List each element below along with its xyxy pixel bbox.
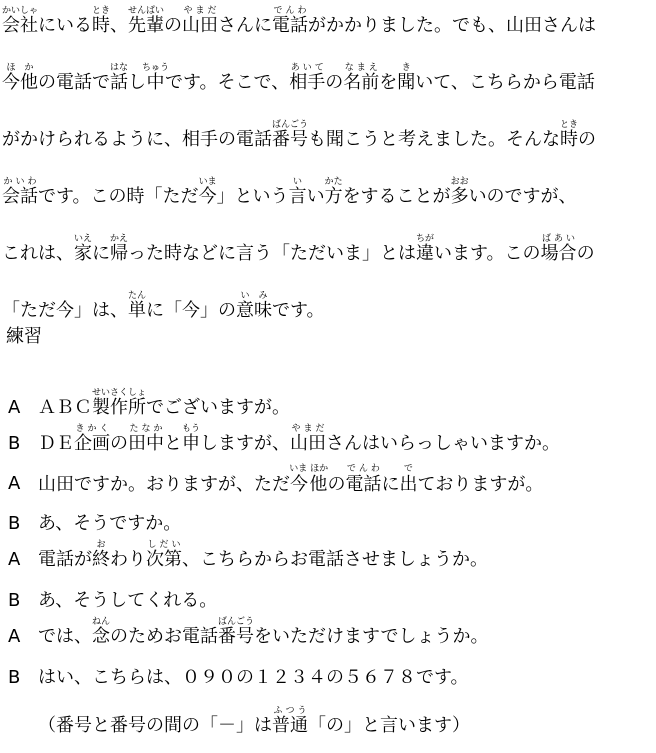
furigana-reading: ちゅう (142, 63, 170, 73)
text-run: はい、こちらは、０９０の１２３４の５６７８です。 (38, 667, 469, 688)
text-run: 、こちらからお電話させましょうか。 (182, 549, 488, 570)
text-run: では、 (38, 626, 92, 647)
text-run: でございますが。 (146, 397, 291, 418)
text-run: 」という (216, 186, 289, 207)
word-base: 電話 (345, 474, 382, 495)
text-run: いて、こちらから電話 (415, 72, 595, 93)
text-run: あ、そうしてくれる。 (38, 590, 218, 611)
word-base: 相手 (289, 72, 326, 93)
word-base: 帰 (110, 243, 128, 264)
text-run: いのですが、 (468, 186, 577, 207)
furigana-reading: ねん (92, 617, 111, 627)
furigana-word (290, 424, 326, 454)
utterance (38, 658, 469, 698)
furigana-word (92, 540, 110, 570)
text-run: を (379, 72, 398, 93)
text-run: います。この (434, 243, 541, 264)
text-run: の (325, 72, 344, 93)
furigana-word (92, 6, 111, 36)
text-run: 山田ですか。おりますが、ただ (38, 474, 290, 495)
text-run: し (128, 72, 146, 93)
word-base: 番号 (218, 626, 255, 647)
text-run: がかかりました。でも、山田さんは (308, 15, 597, 36)
furigana-word (182, 424, 201, 454)
text-run: に (381, 474, 400, 495)
furigana-word (560, 120, 579, 150)
word-base: 話 (110, 72, 128, 93)
word-base: 言 (288, 186, 307, 207)
dialogue-row (0, 540, 656, 580)
text-run: のためお電話 (110, 626, 218, 647)
furigana-reading: しだい (146, 540, 182, 550)
dialogue-row (0, 388, 656, 428)
furigana-reading: いえ (74, 234, 93, 244)
text-run: の (164, 15, 183, 36)
word-base: 次第 (146, 549, 182, 570)
paragraph-line (2, 63, 595, 103)
dialogue-note (38, 706, 470, 744)
utterance (38, 464, 543, 505)
text-run: 「ただ今」は、 (2, 300, 128, 321)
furigana-reading: とき (560, 120, 579, 130)
furigana-word (540, 234, 577, 264)
furigana-reading: たなか (128, 424, 164, 434)
text-run: です。この時「ただ (38, 186, 199, 207)
furigana-reading: せいさくしょ (92, 388, 147, 398)
furigana-reading: でんわ (345, 464, 382, 474)
dialogue-row (0, 464, 656, 504)
text-run: これは、 (2, 243, 74, 264)
furigana-word (198, 177, 217, 207)
furigana-reading: き (397, 63, 416, 73)
furigana-word (110, 234, 129, 264)
text-run: さんはいらっしゃいますか。 (326, 433, 560, 454)
speaker-label: B (8, 513, 21, 534)
utterance (38, 424, 560, 464)
word-base: 単 (128, 300, 146, 321)
word-base: 会社 (2, 15, 39, 36)
word-base: 今他 (2, 72, 38, 93)
word-base: 先輩 (128, 15, 165, 36)
word-base: 違 (416, 243, 434, 264)
furigana-reading: たん (128, 291, 147, 301)
word-base: 多 (450, 186, 469, 207)
section-heading: 練習 (6, 326, 42, 347)
dialogue-row (0, 617, 656, 657)
furigana-word (345, 464, 382, 495)
furigana-word (288, 177, 307, 207)
speaker-label: B (8, 667, 21, 688)
furigana-reading: ほか (2, 63, 38, 73)
text-run: です。そこで、 (165, 72, 290, 93)
word-base: 今他 (289, 474, 329, 495)
furigana-reading: いま (198, 177, 217, 187)
text-run: （番号と番号の間の「－」は (38, 715, 272, 736)
utterance (38, 617, 489, 657)
furigana-reading: お (92, 540, 110, 550)
text-run: った時などに言う「ただいま」とは (128, 243, 416, 264)
word-base: 会話 (2, 186, 38, 207)
furigana-reading: ふつう (272, 706, 308, 716)
furigana-word (450, 177, 469, 207)
furigana-reading: やまだ (182, 6, 219, 16)
dialogue-row (0, 504, 656, 544)
furigana-word (272, 120, 309, 150)
word-base: 方 (324, 186, 343, 207)
text-run: も聞こうと考えました。そんな (308, 129, 561, 150)
text-run: ＤＥ (38, 433, 74, 454)
word-base: 名前 (343, 72, 380, 93)
speaker-label: B (8, 433, 21, 454)
text-run: と (164, 433, 182, 454)
text-run: をすることが (342, 186, 451, 207)
word-base: 普通 (272, 715, 308, 736)
furigana-word (399, 464, 418, 495)
word-base: 申 (182, 433, 200, 454)
text-run: の (576, 243, 595, 264)
word-base: 時 (92, 15, 111, 36)
word-base: 電話 (272, 15, 309, 36)
word-base: 家 (74, 243, 92, 264)
furigana-reading: かた (324, 177, 343, 187)
text-run: に (92, 243, 110, 264)
furigana-word (92, 388, 147, 418)
text-run: あ、そうですか。 (38, 513, 182, 534)
furigana-reading: なまえ (343, 63, 380, 73)
speaker-label: A (8, 549, 21, 570)
word-base: 今 (198, 186, 217, 207)
furigana-reading: ばあい (540, 234, 577, 244)
furigana-word (128, 6, 165, 36)
paragraph-line (2, 234, 595, 274)
text-run: ておりますが。 (417, 474, 544, 495)
word-base: 田中 (128, 433, 164, 454)
paragraph-line (2, 120, 596, 160)
furigana-reading: きかく (74, 424, 110, 434)
furigana-word (110, 63, 129, 93)
word-base: 中 (142, 72, 169, 93)
word-base: 時 (560, 129, 579, 150)
text-run: です。 (272, 300, 325, 321)
furigana-word (343, 63, 380, 93)
furigana-reading: でんわ (272, 6, 309, 16)
furigana-reading: かいわ (2, 177, 38, 187)
furigana-word (142, 63, 170, 93)
text-run: にいる (38, 15, 93, 36)
furigana-reading: あいて (289, 63, 326, 73)
speaker-label: A (8, 397, 21, 418)
word-base: 場合 (540, 243, 577, 264)
dialogue-row (0, 581, 656, 621)
furigana-word (324, 177, 343, 207)
furigana-word (146, 540, 182, 570)
word-base: 企画 (74, 433, 110, 454)
furigana-reading: おお (450, 177, 469, 187)
text-run: の (110, 433, 128, 454)
word-base: 念 (92, 626, 110, 647)
furigana-word (2, 63, 38, 93)
furigana-reading: い (288, 177, 307, 187)
text-run: の (327, 474, 346, 495)
furigana-word (128, 424, 164, 454)
furigana-word (218, 617, 255, 647)
furigana-word (272, 706, 308, 736)
furigana-reading: もう (182, 424, 201, 434)
word-base: 意味 (236, 300, 272, 321)
utterance (38, 581, 217, 621)
speaker-label: A (8, 626, 21, 647)
furigana-word (397, 63, 416, 93)
furigana-reading: ばんごう (272, 120, 309, 130)
furigana-word (236, 291, 272, 321)
paragraph-line (2, 291, 325, 331)
furigana-word (74, 234, 93, 264)
word-base: 番号 (272, 129, 309, 150)
furigana-reading: いみ (236, 291, 272, 301)
text-run: がかけられるように、相手の電話 (2, 129, 272, 150)
text-run: しますが、 (200, 433, 290, 454)
word-base: 聞 (397, 72, 416, 93)
furigana-reading: せんぱい (128, 6, 165, 16)
paragraph-line (2, 6, 596, 46)
furigana-reading: ちが (416, 234, 435, 244)
furigana-reading: やまだ (290, 424, 326, 434)
text-run: の (578, 129, 597, 150)
word-base: 製作所 (92, 397, 147, 418)
text-run: さんに (218, 15, 273, 36)
furigana-word (289, 63, 326, 93)
furigana-reading: とき (92, 6, 111, 16)
text-run: ＡＢＣ (38, 397, 92, 418)
text-run: 電話が (38, 549, 92, 570)
utterance (38, 388, 290, 428)
furigana-word (416, 234, 435, 264)
furigana-word (289, 464, 329, 495)
word-base: 終 (92, 549, 110, 570)
text-run: い (306, 186, 325, 207)
furigana-word (128, 291, 147, 321)
furigana-reading: かいしゃ (2, 6, 39, 16)
dialogue-row (0, 424, 656, 464)
furigana-reading: はな (110, 63, 129, 73)
text-run: わり (110, 549, 146, 570)
paragraph-line (2, 177, 577, 217)
dialogue-row (0, 658, 656, 698)
word-base: 山田 (290, 433, 326, 454)
text-run: 「の」と言います） (308, 715, 470, 736)
furigana-reading: いま ほか (289, 464, 329, 474)
furigana-reading: かえ (110, 234, 129, 244)
furigana-word (272, 6, 309, 36)
furigana-word (2, 6, 39, 36)
utterance (38, 504, 181, 544)
furigana-word (182, 6, 219, 36)
furigana-word (74, 424, 110, 454)
furigana-reading: で (399, 464, 418, 474)
utterance (38, 540, 488, 580)
speaker-label: A (8, 473, 21, 494)
speaker-label: B (8, 590, 21, 611)
text-run: に「今」の (146, 300, 236, 321)
text-run: をいただけますでしょうか。 (254, 626, 489, 647)
text-run: の電話で (38, 72, 110, 93)
furigana-word (92, 617, 111, 647)
furigana-word (2, 177, 38, 207)
text-run: 、 (110, 15, 129, 36)
word-base: 出 (399, 474, 418, 495)
word-base: 山田 (182, 15, 219, 36)
furigana-reading: ばんごう (218, 617, 255, 627)
